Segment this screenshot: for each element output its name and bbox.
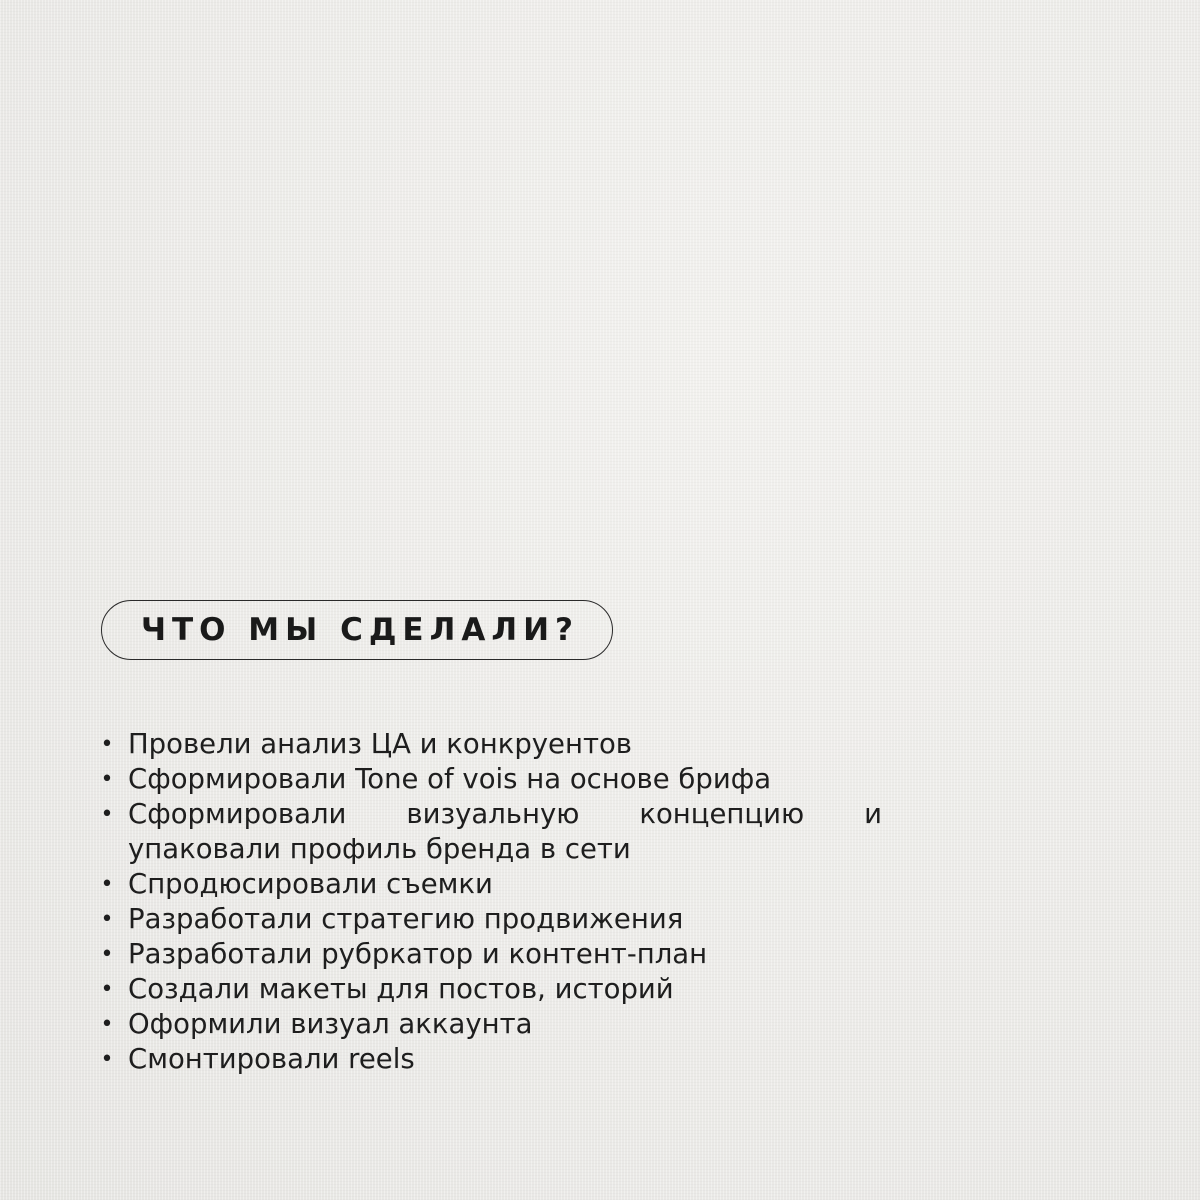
list-item-text: Оформили визуал аккаунта [128,1008,533,1040]
list-item [100,797,882,867]
list-item-word: визуальную [406,798,580,830]
list-item-text: Разработали рубркатор и контент-план [128,938,708,970]
list-item-text-continued: упаковали профиль бренда в сети [128,833,631,865]
list-item-text: Разработали стратегию продвижения [128,903,684,935]
list-item-text: Спродюсировали съемки [128,868,493,900]
bullet-icon: • [100,977,114,1002]
done-list [100,727,882,1077]
heading-title: ЧТО МЫ СДЕЛАЛИ? [140,612,580,648]
bullet-icon: • [100,907,114,932]
list-item [100,1007,882,1042]
list-item-justified-line [128,797,882,832]
bullet-icon: • [100,767,114,792]
list-item [100,727,882,762]
bullet-icon: • [100,872,114,897]
heading-pill [101,600,613,660]
list-item-word: и [864,798,882,830]
list-item [100,972,882,1007]
list-item-word: Сформировали [128,798,347,830]
list-item-word: концепцию [639,798,805,830]
bullet-icon: • [100,802,114,827]
list-item [100,937,882,972]
list-item-text: Сформировали Tone of vois на основе брифа [128,763,772,795]
list-item [100,762,882,797]
bullet-icon: • [100,732,114,757]
list-item [100,902,882,937]
bullet-icon: • [100,1012,114,1037]
list-item [100,1042,882,1077]
bullet-icon: • [100,1047,114,1072]
list-item-text: Провели анализ ЦА и конкруентов [128,728,632,760]
list-item-text: Смонтировали reels [128,1043,415,1075]
list-item-text: Создали макеты для постов, историй [128,973,674,1005]
list-item [100,867,882,902]
bullet-icon: • [100,942,114,967]
